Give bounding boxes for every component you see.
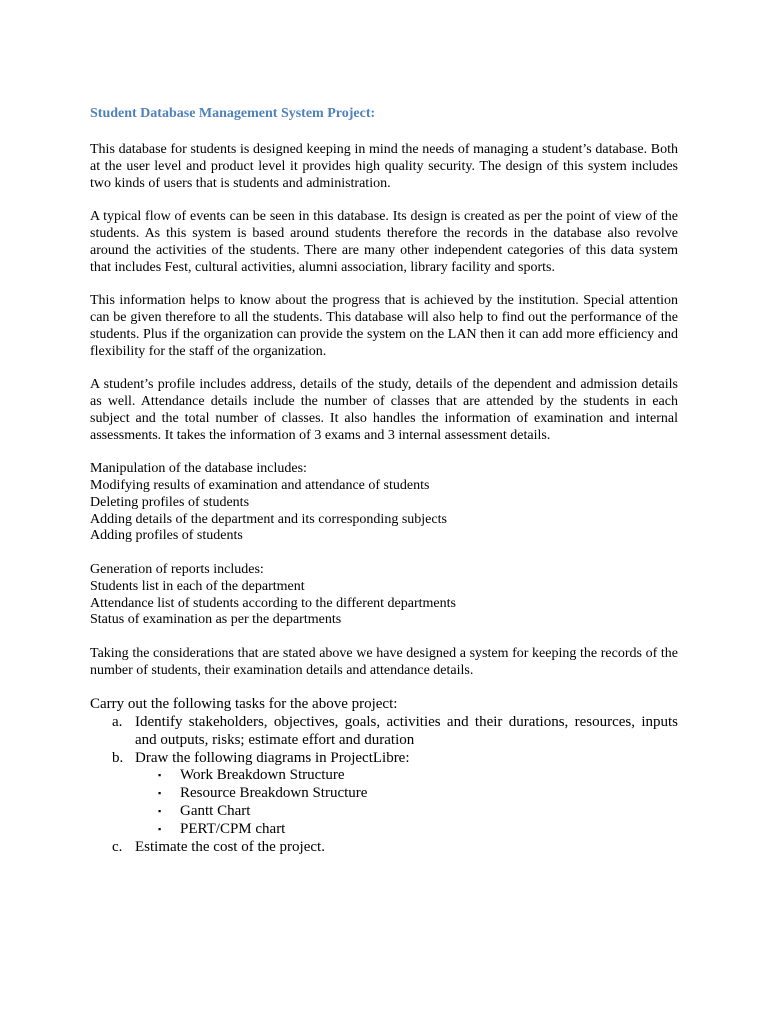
diagram-item-text: Resource Breakdown Structure xyxy=(180,785,368,802)
square-bullet-icon: ▪ xyxy=(158,770,162,781)
diagram-item xyxy=(90,767,678,785)
task-marker: a. xyxy=(112,714,123,731)
manipulation-heading: Manipulation of the database includes: xyxy=(90,461,307,477)
document-page xyxy=(90,105,678,856)
manipulation-item: Modifying results of examination and attendance of students xyxy=(90,477,430,493)
reports-item: Students list in each of the department xyxy=(90,578,305,594)
conclusion-paragraph: Taking the considerations that are stated above we have designed a system for keeping the records of the number of students, their examination details and attendance details. xyxy=(90,645,678,678)
manipulation-list xyxy=(90,461,678,545)
profile-paragraph: A student’s profile includes address, details of the study, details of the dependent and admission details as well. Attendance details include the number of classes that are attended by the students in each subject and the total number of classes. It also handles the information of examination and internal assessments. It takes the information of 3 exams and 3 internal assessment details. xyxy=(90,377,678,443)
task-text: Draw the following diagrams in ProjectLibre: xyxy=(135,749,410,766)
reports-list xyxy=(90,562,678,629)
diagram-item-text: Gantt Chart xyxy=(180,803,251,820)
square-bullet-icon: ▪ xyxy=(158,806,162,817)
task-text: Estimate the cost of the project. xyxy=(135,838,325,855)
tasks-section xyxy=(90,696,678,856)
square-bullet-icon: ▪ xyxy=(158,788,162,799)
diagram-item xyxy=(90,821,678,839)
diagram-item xyxy=(90,785,678,803)
task-item-b xyxy=(90,750,678,768)
reports-item: Status of examination as per the departments xyxy=(90,612,342,628)
progress-paragraph: This information helps to know about the progress that is achieved by the institution. Special attention can be given therefore to all the students. This database will also help to find out the performance of the students. Plus if the organization can provide the system on the LAN then it can add more efficiency and flexibility for the staff of the organization. xyxy=(90,293,678,359)
diagram-item xyxy=(90,803,678,821)
manipulation-item: Deleting profiles of students xyxy=(90,494,250,510)
manipulation-item: Adding details of the department and its corresponding subjects xyxy=(90,511,447,527)
reports-item: Attendance list of students according to the different departments xyxy=(90,595,456,611)
task-item-a xyxy=(90,714,678,750)
task-marker: b. xyxy=(112,749,124,766)
task-marker: c. xyxy=(112,838,123,855)
reports-heading: Generation of reports includes: xyxy=(90,561,264,577)
tasks-intro: Carry out the following tasks for the above project: xyxy=(90,696,398,713)
square-bullet-icon: ▪ xyxy=(158,823,162,834)
manipulation-item: Adding profiles of students xyxy=(90,528,243,544)
document-title: Student Database Management System Project: xyxy=(90,106,376,121)
intro-paragraph: This database for students is designed keeping in mind the needs of managing a student’s database. Both at the user level and product level it provides high quality security. The design of this system includes two kinds of users that is students and administration. xyxy=(90,142,678,191)
task-item-c xyxy=(90,839,678,857)
diagram-item-text: PERT/CPM chart xyxy=(180,820,286,837)
flow-paragraph: A typical flow of events can be seen in this database. Its design is created as per the point of view of the students. As this system is based around students therefore the records in the database also revolve around the activities of the students. There are many other independent categories of this data system that includes Fest, cultural activities, alumni association, library facility and sports. xyxy=(90,209,678,275)
diagram-item-text: Work Breakdown Structure xyxy=(180,767,345,784)
task-text: Identify stakeholders, objectives, goals, activities and their durations, resources, inputs and outputs, risks; estimate effort and duration xyxy=(135,714,678,748)
